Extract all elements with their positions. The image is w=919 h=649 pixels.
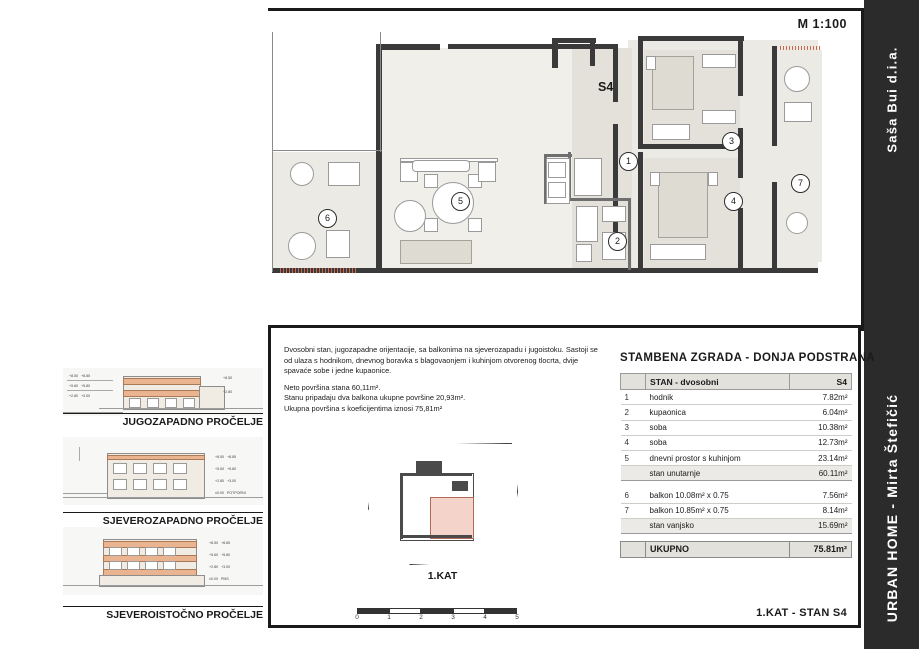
table-header-num (621, 374, 646, 390)
row-name: soba (646, 435, 790, 450)
key-plan (360, 435, 525, 575)
wardrobe-4 (650, 244, 706, 260)
table-row (621, 435, 852, 450)
subtotal-area: 60.11m² (790, 466, 852, 481)
elev1-window-4 (183, 398, 195, 408)
table-row (621, 450, 852, 465)
wall-bath-top (568, 198, 630, 201)
table-header-unit: S4 (790, 374, 852, 390)
wall-bath-right (628, 198, 631, 270)
table-subtotal-interior (621, 466, 852, 481)
elev1-window-2 (147, 398, 159, 408)
elev3-dim-text-2: +5.60 +5.80 (209, 553, 231, 557)
elevation-northeast-caption: SJEVEROISTOČNO PROČELJE (63, 606, 263, 621)
subtotal-num (621, 466, 646, 481)
table-subtotal-exterior (621, 518, 852, 533)
washbasin (602, 206, 626, 222)
elevation-northwest (63, 437, 263, 505)
wall-east-a (738, 36, 743, 96)
total-area: 75.81m² (790, 541, 852, 557)
wall-hall-left-a (613, 44, 618, 102)
row-area: 6.04m² (790, 405, 852, 420)
elev2-dim-text-1: +8.50 +8.85 (215, 455, 237, 459)
scale-label: M 1:100 (797, 17, 847, 31)
elev2-window-6 (133, 479, 147, 490)
dresser-3 (652, 124, 690, 140)
nightstand-4a (650, 172, 660, 186)
elev2-band-1 (107, 455, 205, 460)
right-title-band (864, 0, 919, 649)
elev1-dim-text-3: +2.80 +3.00 (69, 394, 91, 398)
row-number: 7 (621, 503, 646, 518)
row-area: 7.56m² (790, 488, 852, 503)
balcony-edge-hatch-sw (280, 268, 358, 273)
elev1-dim-text-1: +8.50 +8.85 (69, 374, 91, 378)
apartment-description (284, 345, 599, 415)
room-marker-6: 6 (318, 209, 337, 228)
desk-3 (702, 110, 736, 124)
elev2-window-1 (113, 463, 127, 474)
scale-tick-0: 0 (355, 614, 359, 621)
key-plan-building-edge-left (400, 473, 403, 539)
row-number: 2 (621, 405, 646, 420)
elev2-ground-line (63, 497, 263, 498)
elevation-southwest (63, 368, 263, 416)
kitchen-sink (548, 162, 566, 178)
sofa (400, 240, 472, 264)
wall-bedroom4-left (638, 152, 643, 270)
wc (576, 244, 592, 262)
elev1-dim-text-2: +5.60 +5.80 (69, 384, 91, 388)
wall-north-bedroom3 (638, 36, 744, 41)
scale-tick-5: 5 (515, 614, 519, 621)
elev2-dim-text-3: +2.80 +3.00 (215, 479, 237, 483)
elev1-dim-text-4: +8.50 (223, 376, 233, 380)
elevation-northwest-caption: SJEVEROZAPADNO PROČELJE (63, 512, 263, 527)
elev3-dim-text-1: +8.50 +8.85 (209, 541, 231, 545)
key-plan-highlight-unit (430, 497, 474, 539)
row-name: balkon 10.08m² x 0.75 (646, 488, 790, 503)
brand-name: URBAN HOME - Mirta Štefičić (883, 393, 900, 623)
guide-line-1 (272, 150, 382, 151)
table-header-label: STAN - dvosobni (646, 374, 790, 390)
elev3-ground-line (63, 585, 263, 586)
scale-bar-seg-5 (485, 608, 517, 614)
elev3-window-6 (127, 561, 140, 570)
room-marker-7: 7 (791, 174, 810, 193)
floor-plan-drawing (272, 32, 857, 282)
room-marker-2: 2 (608, 232, 627, 251)
desc-paragraph-4: Ukupna površina s koeficijentima iznosi 75,81m² (284, 403, 443, 413)
elev1-window-1 (129, 398, 141, 408)
elev1-side-volume (199, 386, 225, 410)
key-plan-building-edge-bottom (400, 535, 472, 538)
balcony-ne (742, 50, 822, 262)
desc-paragraph-3: Stanu pripadaju dva balkona ukupne površine 20,93m². (284, 393, 466, 403)
table-header-row (621, 374, 852, 390)
scale-bar-seg-4 (453, 608, 485, 614)
key-plan-caption: 1.KAT (427, 570, 458, 582)
elev1-ground-line (99, 408, 263, 409)
table-row (621, 390, 852, 405)
row-number: 1 (621, 390, 646, 405)
total-num (621, 541, 646, 557)
elev2-window-5 (113, 479, 127, 490)
row-area: 23.14m² (790, 450, 852, 465)
elev3-window-1 (109, 547, 122, 556)
elev3-dim-text-4: ±0.00 PMS (209, 577, 229, 581)
scale-tick-1: 1 (387, 614, 391, 621)
room-marker-5: 5 (451, 192, 470, 211)
room-marker-3: 3 (722, 132, 741, 151)
scale-bar-seg-2 (389, 608, 421, 614)
wall-west-living (376, 44, 382, 272)
elev3-window-3 (145, 547, 158, 556)
wall-bedroom3-left (638, 36, 643, 148)
table-total-row (621, 541, 852, 557)
elevation-southwest-drawing (63, 368, 263, 416)
balcony-table-sw (288, 232, 316, 260)
wall-balcony-ne-left (772, 46, 777, 146)
elev2-window-3 (153, 463, 167, 474)
balcony-chair-sw (326, 230, 350, 258)
elev1-band-2 (123, 390, 201, 397)
balcony-plant-ne (786, 212, 808, 234)
elevation-northeast (63, 527, 263, 595)
scale-bar-seg-1 (357, 608, 389, 614)
sheet-footer-note: 1.KAT - STAN S4 (756, 607, 847, 619)
row-number: 4 (621, 435, 646, 450)
subtotal-area: 15.69m² (790, 518, 852, 533)
elev3-window-8 (163, 561, 176, 570)
total-name: UKUPNO (646, 541, 790, 557)
row-area: 10.38m² (790, 420, 852, 435)
balcony-lounger-sw (328, 162, 360, 186)
elev2-window-7 (153, 479, 167, 490)
wall-kitchen-nook (544, 154, 572, 157)
armchair-2 (478, 162, 496, 182)
scale-bar (357, 608, 517, 624)
elev1-band-1 (123, 378, 201, 385)
elev2-dim-text-2: +5.60 +5.80 (215, 467, 237, 471)
elev3-window-5 (109, 561, 122, 570)
table-title: STAMBENA ZGRADA - DONJA PODSTRANA (620, 352, 876, 364)
elev2-window-4 (173, 463, 187, 474)
desc-paragraph-1: Dvosobni stan, jugozapadne orijentacije, sa balkonima na sjeverozapadu i jugoistoku. Sastoji se od ulaza s hodnikom, dnevnog boravka s blagovaonjem i kuhinjom otvorenog tlocrta, dvije spavaće sobe i jedne kupaonice. (284, 345, 598, 376)
elevation-northwest-drawing (63, 437, 263, 505)
balcony-plant-sw (290, 162, 314, 186)
scale-tick-2: 2 (419, 614, 423, 621)
row-name: hodnik (646, 390, 790, 405)
studio-name: Saša Bui d.i.a. (884, 46, 899, 153)
coffee-table (394, 200, 426, 232)
table-row (621, 503, 852, 518)
wall-entry-right (590, 38, 595, 66)
scale-tick-3: 3 (451, 614, 455, 621)
unit-tag: S4 (598, 80, 614, 94)
table-row (621, 420, 852, 435)
elev1-dim-1 (67, 380, 113, 381)
guide-line-3 (272, 32, 273, 272)
bed-4 (658, 172, 708, 238)
wall-hall-left-b (613, 124, 618, 244)
elev1-dim-text-5: +2.80 (223, 390, 233, 394)
elev2-window-2 (133, 463, 147, 474)
nightstand-4b (708, 172, 718, 186)
table-row (621, 405, 852, 420)
row-number: 3 (621, 420, 646, 435)
table-row (621, 488, 852, 503)
row-area: 8.14m² (790, 503, 852, 518)
elev2-terrain-left (63, 493, 107, 494)
elev2-dim-text-4: ±0.00 POTPORNI (215, 491, 246, 495)
elev2-window-8 (173, 479, 187, 490)
balcony-chair-ne (784, 102, 812, 122)
elev3-window-4 (163, 547, 176, 556)
subtotal-name: stan vanjsko (646, 518, 790, 533)
dining-chair-3 (424, 218, 438, 232)
key-plan-block-b (452, 481, 468, 491)
wall-north-living-a (376, 44, 440, 50)
fridge (574, 158, 602, 196)
row-area: 12.73m² (790, 435, 852, 450)
scale-tick-4: 4 (483, 614, 487, 621)
kitchen-hob (548, 182, 566, 198)
wall-balcony-ne-left-b (772, 182, 777, 270)
elev3-window-7 (145, 561, 158, 570)
row-number: 5 (621, 450, 646, 465)
nightstand-3 (646, 56, 656, 70)
guide-line-2 (380, 32, 381, 152)
wall-east-c (738, 208, 743, 270)
tv-unit (412, 160, 470, 172)
room-marker-4: 4 (724, 192, 743, 211)
scale-bar-seg-3 (421, 608, 453, 614)
room-marker-1: 1 (619, 152, 638, 171)
row-name: soba (646, 420, 790, 435)
elevation-southwest-caption: JUGOZAPADNO PROČELJE (63, 413, 263, 428)
balcony-edge-hatch-ne (780, 46, 822, 50)
balcony-table-ne (784, 66, 810, 92)
wardrobe-3 (702, 54, 736, 68)
elev3-dim-text-3: +2.80 +3.00 (209, 565, 231, 569)
row-name: balkon 10.85m² x 0.75 (646, 503, 790, 518)
dining-chair-1 (424, 174, 438, 188)
row-area: 7.82m² (790, 390, 852, 405)
row-name: kupaonica (646, 405, 790, 420)
elevation-northeast-drawing (63, 527, 263, 595)
area-table (620, 373, 852, 558)
elev3-window-2 (127, 547, 140, 556)
bed-3 (652, 56, 694, 110)
subtotal-name: stan unutarnje (646, 466, 790, 481)
desc-paragraph-2: Neto površina stana 60,11m². (284, 382, 381, 392)
dining-chair-4 (468, 218, 482, 232)
bathtub (576, 206, 598, 242)
subtotal-num (621, 518, 646, 533)
row-number: 6 (621, 488, 646, 503)
elev1-dim-2 (67, 390, 113, 391)
row-name: dnevni prostor s kuhinjom (646, 450, 790, 465)
elev2-pole (79, 447, 80, 461)
key-plan-block-a (416, 461, 442, 475)
elev1-window-3 (165, 398, 177, 408)
